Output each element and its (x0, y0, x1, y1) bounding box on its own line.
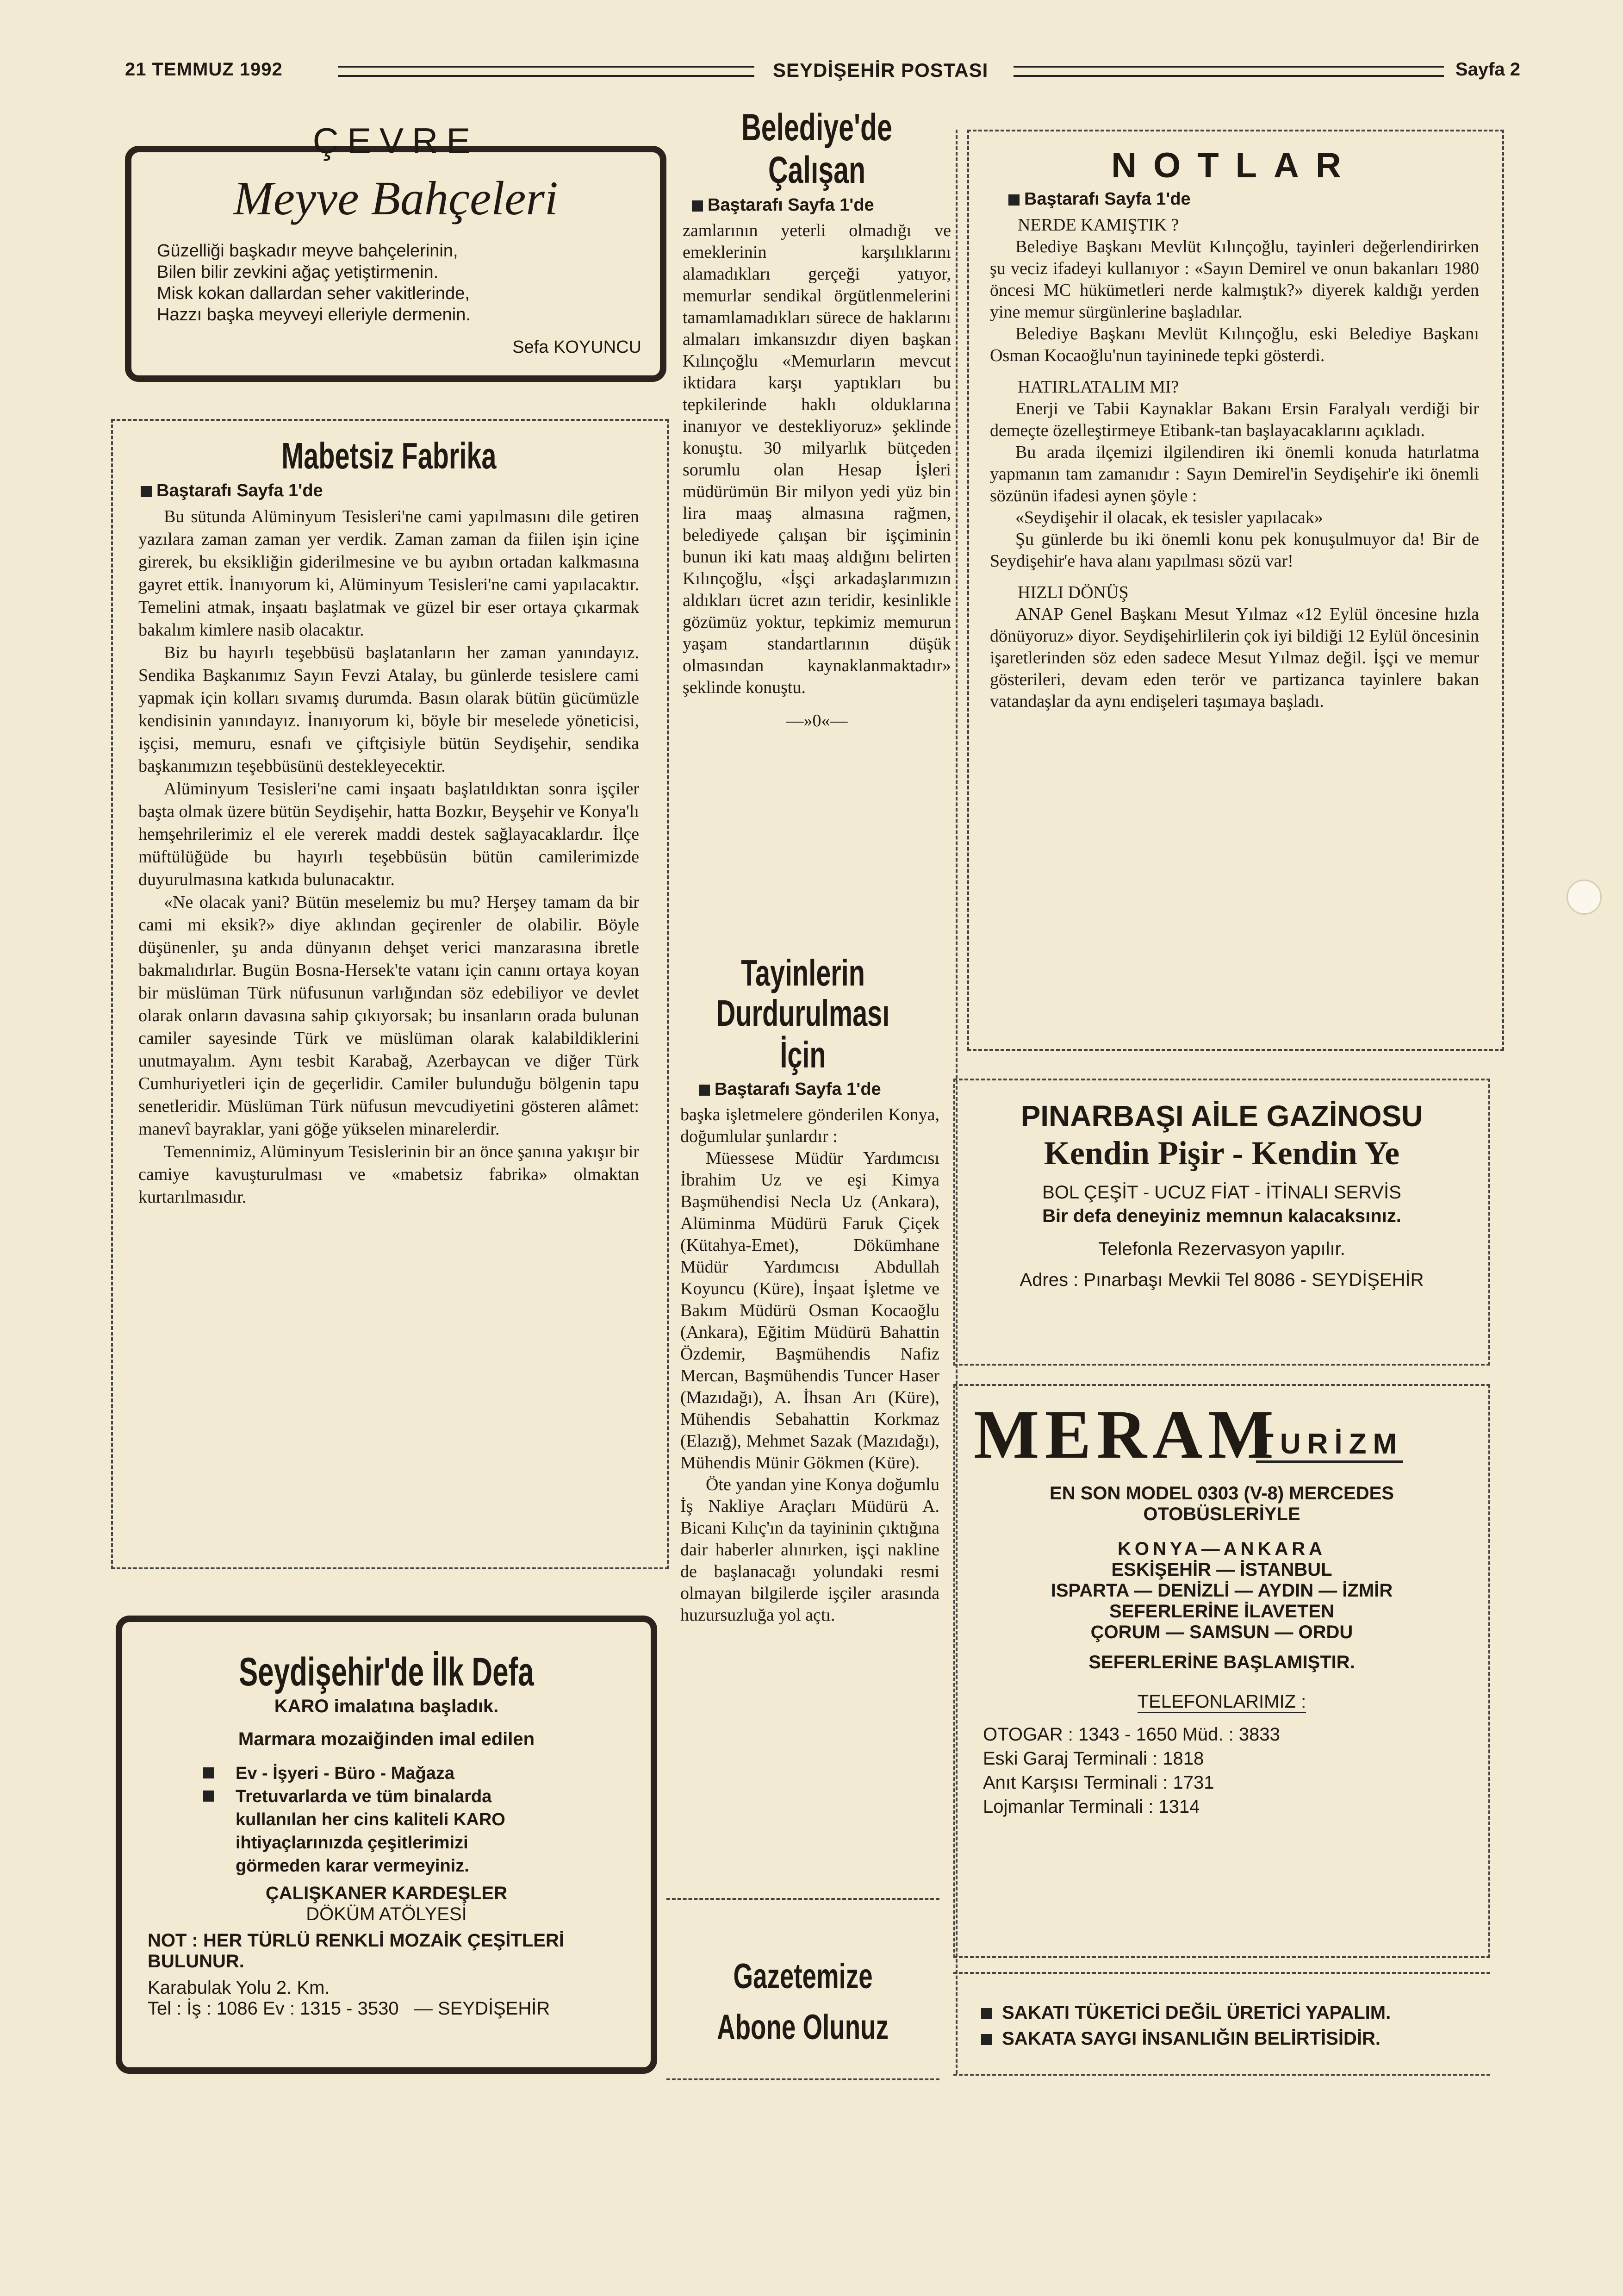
route: KONYA—ANKARA (1117, 1539, 1326, 1559)
ad-line: OTOBÜSLERİYLE (1143, 1504, 1300, 1524)
divider (666, 1898, 939, 1900)
article-title-line2: Durdurulması İçin (716, 992, 890, 1075)
section-paragraph: Belediye Başkanı Mevlüt Kılınçoğlu, tayinleri değerlendirirken şu veciz ifadeyi kullanıyor : «Sayın Demirel ve onun bakanları 1980 öncesi MC hükümetleri nerde kalmıştık?» diyerek kaldığı yerden yine memur sürgünlerine başladılar. (990, 237, 1479, 322)
article-title: Mabetsiz Fabrika (281, 435, 497, 476)
ad-title: PINARBAŞI AİLE GAZİNOSU (1020, 1099, 1423, 1133)
route: ISPARTA — DENİZLİ — AYDIN — İZMİR (1051, 1580, 1393, 1601)
ad-bullets (203, 1762, 555, 1878)
issue-date: 21 TEMMUZ 1992 (125, 59, 283, 80)
square-bullet-icon (1008, 194, 1020, 206)
article-paragraph: zamlarının yeterli olmadığı ve emeklerinin karşılıklarını alamadıkları gerçeği yatıyor, memurlar sendikal örgütlenmelerini tamamlamadıkları sürece de haklarını almaları imkansızdır diyen başkan Kılınçoğlu «Memurların mevcut iktidara karşı yaptıkları bu tepkilerinde haklı olduklarına inanıyor ve destekliyoruz» şeklinde konuştu. 30 milyarlık bütçeden sorumlu olan Hesap İşleri müdürümün Bir milyon yedi yüz bin lira maaş almasına rağmen, belediyede çalışan bir işçiminin bunun iki katı maaş aldığını belirten Kılınçoğlu, «İşçi arkadaşlarımızın aldıkları ücret azın teridir, kesinlikle gözümüz yoktur, tepkimiz memurun yaşam standartlarının düşük olmasından kaynaklanmaktadır» şeklinde konuştu. (683, 221, 951, 697)
divider (953, 1972, 1490, 1974)
poem-title: Meyve Bahçeleri (233, 172, 558, 225)
punch-hole (1567, 880, 1602, 915)
ad-line: Marmara mozaiğinden imal edilen (238, 1729, 535, 1749)
brand-name: MERAM (974, 1396, 1279, 1473)
section-heading: NERDE KAMIŞTIK ? (1018, 215, 1179, 235)
ad-line: BOL ÇEŞİT - UCUZ FİAT - İTİNALI SERVİS (1042, 1182, 1401, 1203)
section-heading: HIZLI DÖNÜŞ (1018, 583, 1129, 602)
ad-subtitle: KARO imalatına başladık. (274, 1696, 499, 1716)
notlar-column (967, 130, 1504, 1051)
phones-title: TELEFONLARIMIZ : (974, 1691, 1470, 1712)
article-paragraph: Müessese Müdür Yardımcısı İbrahim Uz ve eşi Kimya Başmühendisi Necla Uz (Ankara), Alüminma Müdürü Faruk Çiçek (Kütahya-Emet), Dökümhane Müdür Yardımcısı Abdullah Koyuncu (Küre), İnşaat İşletme ve Bakım Müdürü Osman Kocaoğlu (Ankara), Eğitim Müdürü Bahattin Özdemir, Başmühendis Nafiz Mercan, Başmühendis Tuncer Haser (Mazıdağı), A. İhsan Arı (Küre), Mühendis Sebahattin Korkmaz (Elazığ), Mehmet Sazak (Mazıdağı), Mühendis Münir Gökmen (Küre). (680, 1148, 939, 1472)
poem-line: Hazzı başka meyveyi elleriyle dermenin. (157, 305, 471, 324)
masthead (125, 56, 1520, 88)
route: ÇORUM — SAMSUN — ORDU (1090, 1622, 1353, 1642)
article-paragraph: Biz bu hayırlı teşebbüsü başlatanların her zaman yanındayız. Sendika Başkanımız Sayın Fevzi Atalay, bu günlerde tesislere cami yapmak için kolları sıvamış durumda. Basın olarak bütün gücümüzle kendisinin yanındayız. İnanıyorum ki, böyle bir meselede yöneticisi, işçisi, memuru, esnafı ve çiftçisiyle bütün Seydişehir, sendika başkanımızın teşebbüsünü destekleyecektir. (138, 643, 639, 776)
tayin-article (666, 954, 939, 1833)
ad-address: Karabulak Yolu 2. Km. (148, 1978, 330, 1998)
article-paragraph: Öte yandan yine Konya doğumlu İş Nakliye Araçları Müdürü A. Bicani Kılıç'ın da tayininin çıktığına dair haberler alınırken, işçi nakline de başlanacağı yolundaki resmi olmayan bilgilerde işçiler arasında huzursuzluğa yol açtı. (680, 1475, 939, 1625)
ad-bullet: Ev - İşyeri - Büro - Mağaza (203, 1762, 555, 1785)
square-bullet-icon (692, 200, 703, 212)
continued-from: Baştarafı Sayfa 1'de (699, 1079, 939, 1099)
section-paragraph: ANAP Genel Başkanı Mesut Yılmaz «12 Eylül öncesine hızla dönüyoruz» diyor. Seydişehirlilerin çok iyi bildiği 12 Eylül öncesinin işaretlerinden söz eden sadece Mesut Yılmaz değil. İşçi ve memur gösterileri, devam eden terör ve partizanca tayinlere bakan vatandaşlar da aynı endişeleri taşımaya başladı. (990, 605, 1479, 711)
phone-line: OTOGAR : 1343 - 1650 Müd. : 3833 (983, 1724, 1280, 1745)
company-name-2: DÖKÜM ATÖLYESİ (306, 1904, 467, 1924)
belediye-article (683, 106, 951, 940)
column-title: NOTLAR (1111, 146, 1358, 185)
poem-line: Güzelliği başkadır meyve bahçelerinin, (157, 241, 458, 261)
section-heading: HATIRLATALIM MI? (1018, 377, 1179, 397)
article-paragraph: Temennimiz, Alüminyum Tesislerinin bir an önce şanına yakışır bir camiye kavuşturulması ve «mabetsiz fabrika» olmaktan kurtarılmasıdır. (138, 1142, 639, 1207)
meram-advertisement (953, 1384, 1490, 1958)
square-bullet-icon (203, 1767, 214, 1778)
article-paragraph: Alüminyum Tesisleri'ne cami inşaatı başlatıldıktan sonra işçiler başta olmak üzere bütün Seydişehir, hatta Bozkır, Beyşehir ve Konya'lı hemşehrilerimiz el ele vererek maddi destek sağlayacaklardır. İlçe müftülüğüde bu hayırlı teşebbüsün bütün camilerimizde duyurulmasına katkıda bulunacaktır. (138, 779, 639, 889)
cevre-poem-box (125, 120, 666, 382)
phone-line: Lojmanlar Terminali : 1314 (983, 1797, 1200, 1817)
square-bullet-icon (203, 1791, 214, 1802)
poem-line: Misk kokan dallardan seher vakitlerinde, (157, 284, 470, 303)
abone-box (666, 1953, 939, 2074)
section-paragraph: Enerji ve Tabii Kaynaklar Bakanı Ersin Faralyalı verdiği bir demeçte özelleştirmeye Etibank-tan başlayacaklarını açıkladı. (990, 399, 1479, 440)
poem-author: Sefa KOYUNCU (512, 337, 641, 357)
phone-line: Anıt Karşısı Terminali : 1731 (983, 1772, 1214, 1793)
square-bullet-icon (981, 2034, 992, 2045)
ad-brand (974, 1396, 1470, 1473)
poem-lines (157, 240, 471, 325)
article-title: Tayinlerin (741, 952, 865, 993)
ad-line: Telefonla Rezervasyon yapılır. (1098, 1239, 1345, 1259)
divider (666, 2078, 939, 2080)
square-bullet-icon (141, 486, 152, 497)
page-number: Sayfa 2 (1455, 59, 1520, 80)
route: ESKİŞEHİR — İSTANBUL (1111, 1560, 1332, 1580)
abone-line2: Abone Olunuz (717, 2008, 889, 2047)
square-bullet-icon (981, 2008, 992, 2019)
slogan-line: SAKATI TÜKETİCİ DEĞİL ÜRETİCİ YAPALIM. (981, 2000, 1490, 2026)
ad-note: NOT : HER TÜRLÜ RENKLİ MOZAİK ÇEŞİTLERİ BULUNUR. (148, 1930, 564, 1972)
abone-line1: Gazetemize (733, 1957, 873, 1996)
section-paragraph: Şu günlerde bu iki önemli konu pek konuşulmuyor da! Bir de Seydişehir'e hava alanı yapılması sözü var! (990, 530, 1479, 571)
header-rule-right (1014, 66, 1444, 77)
gazino-advertisement (953, 1079, 1490, 1366)
ad-line: Bir defa deneyiniz memnun kalacaksınız. (1042, 1206, 1401, 1226)
ad-line: EN SON MODEL 0303 (V-8) MERCEDES (1050, 1483, 1394, 1504)
section-paragraph: Belediye Başkanı Mevlüt Kılınçoğlu, eski Belediye Başkanı Osman Kocaoğlu'nun tayininede tepki gösterdi. (990, 324, 1479, 365)
route: SEFERLERİNE BAŞLAMIŞTIR. (1088, 1652, 1355, 1672)
section-paragraph: «Seydişehir il olacak, ek tesisler yapılacak» (1015, 508, 1323, 527)
article-paragraph: Bu sütunda Alüminyum Tesisleri'ne cami yapılmasını dile getiren yazılara zaman zaman yer verdik. Zaman zaman da fiilen işin içine girerek, bu eksikliğin giderilmesine ve bu ayıbın ortadan kalkmasına gayret ettik. İnanıyorum ki, Alüminyum Tesisleri'ne cami yapılacaktır. Temelini atmak, inşaatı başlatmak ve güzel bir eser ortaya çıkarmak bakalım kimlere nasib olacaktır. (138, 507, 639, 640)
separator: —»0«— (786, 711, 848, 730)
slogan-line: SAKATA SAYGI İNSANLIĞIN BELİRTİSİDİR. (981, 2026, 1490, 2052)
ad-title: Seydişehir'de İlk Defa (239, 1650, 534, 1694)
route: SEFERLERİNE İLAVETEN (1109, 1601, 1334, 1622)
cevre-label: ÇEVRE (312, 120, 479, 161)
ad-address: Adres : Pınarbaşı Mevkii Tel 8086 - SEYDİŞEHİR (1020, 1270, 1424, 1290)
ad-bullet: Tretuvarlarda ve tüm binalarda kullanılan her cins kaliteli KARO ihtiyaçlarınızda çeşitlerimizi görmeden karar vermeyiniz. (203, 1785, 555, 1878)
header-rule-left (338, 66, 754, 77)
brand-suffix: TURİZM (1256, 1428, 1403, 1463)
continued-from: Baştarafı Sayfa 1'de (692, 195, 951, 215)
continued-from: Baştarafı Sayfa 1'de (141, 481, 639, 501)
slogans (981, 2000, 1490, 2060)
continued-from: Baştarafı Sayfa 1'de (1008, 189, 1479, 209)
karo-advertisement (116, 1616, 657, 2074)
ad-phone: Tel : İş : 1086 Ev : 1315 - 3530 — SEYDİŞEHİR (148, 1998, 550, 2019)
company-name: ÇALIŞKANER KARDEŞLER (265, 1883, 508, 1903)
article-paragraph: başka işletmelere gönderilen Konya, doğumlular şunlardır : (680, 1105, 939, 1146)
article-paragraph: «Ne olacak yani? Bütün meselemiz bu mu? Herşey tamam da bir cami mi eksik?» diye aklından geçirenler de olabilir. Böyle düşünenler, şu anda dünyanın dehşet verici manzarasına ibretle bakmalıdırlar. Bugün Bosna-Hersek'te vatanı için canını ortaya koyan bir müslüman Türk nüfusunun varlığından söz edebiliyor ve devlet olarak onların davasına sahip çıkıyorsak; bu insanların orada bulunan camiler sayesinde Türk ve müslüman olarak kalabildiklerini unutmayalım. Aynı tesbit Karabağ, Azerbaycan ve diğer Türk Cumhuriyetleri için de geçerlidir. Camiler bulunduğu bölgenin tapu senetleridir. Müslüman Türk nüfusun mevcudiyetini gösteren alâmet: manevî bayraklar, yani göğe yükselen minarelerdir. (138, 892, 639, 1139)
phone-line: Eski Garaj Terminali : 1818 (983, 1748, 1204, 1769)
paper-name: SEYDİŞEHİR POSTASI (773, 59, 989, 81)
square-bullet-icon (699, 1085, 710, 1096)
mabetsiz-fabrika-article (111, 419, 669, 1569)
divider (953, 2074, 1490, 2076)
phone-list (983, 1722, 1470, 1819)
ad-slogan: Kendin Pişir - Kendin Ye (1044, 1135, 1400, 1172)
section-paragraph: Bu arada ilçemizi ilgilendiren iki önemli konuda hatırlatma yapmanın tam zamanıdır : Sayın Demirel'in Seydişehir'e iki önemli sözünün ifadesi aynen şöyle : (990, 443, 1479, 505)
article-title: Belediye'de Çalışan (741, 106, 892, 191)
poem-line: Bilen bilir zevkini ağaç yetiştirmenin. (157, 262, 439, 282)
